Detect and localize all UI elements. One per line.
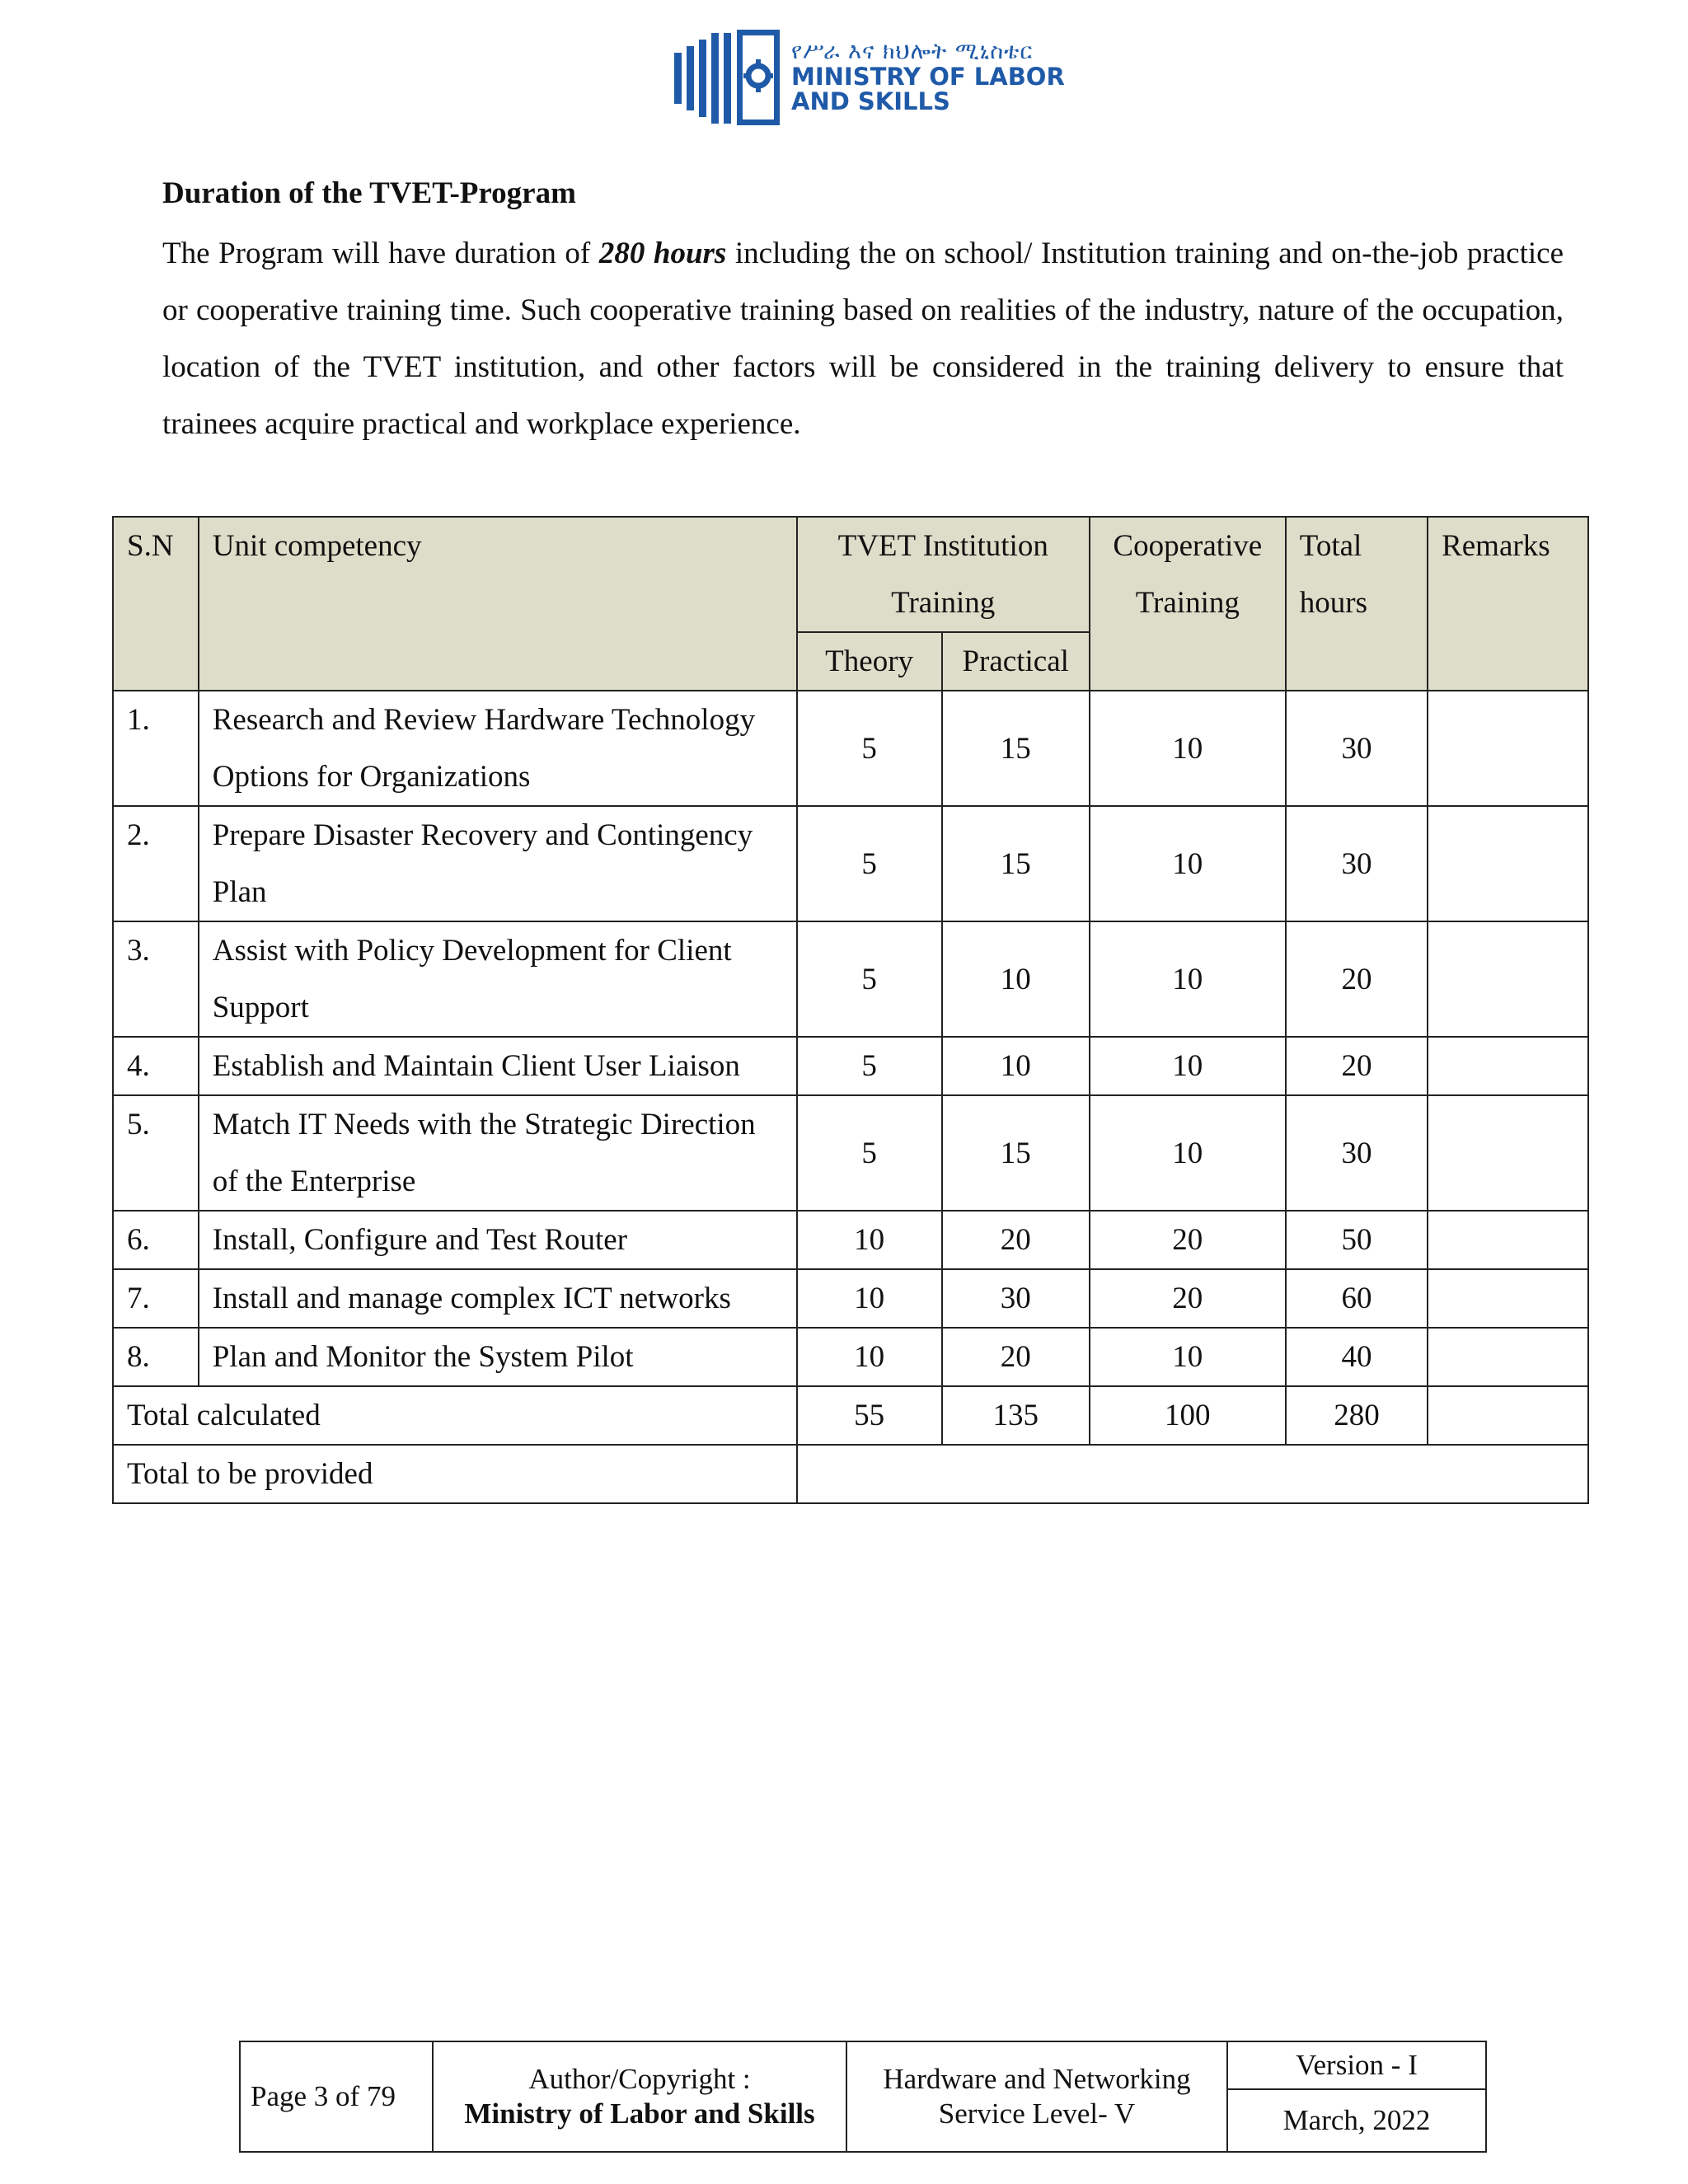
unit-name: Research and Review Hardware Technology Options for Organizations — [199, 691, 797, 806]
version-label: Version - I — [1227, 2041, 1486, 2089]
total-calculated-row: Total calculated 55 135 100 280 — [113, 1386, 1588, 1445]
version-date: March, 2022 — [1227, 2089, 1486, 2152]
author-copyright: Author/Copyright : Ministry of Labor and Skills — [433, 2041, 846, 2152]
header-unit-competency: Unit competency — [199, 517, 797, 691]
table-row: 5. Match IT Needs with the Strategic Direction of the Enterprise 5 15 10 30 — [113, 1095, 1588, 1211]
table-row: 7. Install and manage complex ICT networks 10 30 20 60 — [113, 1269, 1588, 1328]
hours-emphasis: 280 hours — [598, 237, 727, 270]
unit-name: Prepare Disaster Recovery and Contingency Plan — [199, 806, 797, 921]
header-cooperative-training: Cooperative Training — [1090, 517, 1286, 691]
header-theory: Theory — [797, 632, 942, 691]
header-sn: S.N — [113, 517, 199, 691]
unit-name: Plan and Monitor the System Pilot — [199, 1328, 797, 1386]
page-footer — [239, 2041, 1487, 2153]
header-total-hours: Total hours — [1286, 517, 1428, 691]
ministry-logo — [674, 28, 1065, 127]
table-row: 3. Assist with Policy Development for Client Support 5 10 10 20 — [113, 921, 1588, 1037]
table-row: 1. Research and Review Hardware Technology Options for Organizations 5 15 10 30 — [113, 691, 1588, 806]
unit-name: Match IT Needs with the Strategic Direction of the Enterprise — [199, 1095, 797, 1211]
table-row: 6. Install, Configure and Test Router 10 20 20 50 — [113, 1211, 1588, 1269]
table-row: 8. Plan and Monitor the System Pilot 10 20 10 40 — [113, 1328, 1588, 1386]
total-calculated-label: Total calculated — [113, 1386, 797, 1445]
ministry-emblem-icon — [674, 30, 780, 125]
page-number: Page 3 of 79 — [240, 2041, 433, 2152]
unit-name: Establish and Maintain Client User Liaison — [199, 1037, 797, 1095]
unit-name: Install and manage complex ICT networks — [199, 1269, 797, 1328]
competency-table — [112, 516, 1589, 1504]
intro-paragraph: The Program will have duration of 280 hours including the on school/ Institution training and on-the-job practice or cooperative training time. Such cooperative training based on realities of the industry, nature of the occupation, location of the TVET institution, and other factors will be considered in the training delivery to ensure that trainees acquire practical and workplace experience. — [162, 237, 1564, 441]
logo-line-1: MINISTRY OF LABOR — [791, 62, 1065, 91]
header-tvet-training: TVET Institution Training — [797, 517, 1090, 632]
section-heading: Duration of the TVET-Program — [162, 176, 576, 210]
course-title: Hardware and Networking Service Level- V — [846, 2041, 1227, 2152]
logo-line-2: AND SKILLS — [791, 87, 950, 116]
unit-name: Install, Configure and Test Router — [199, 1211, 797, 1269]
total-provided-row — [113, 1445, 1588, 1503]
intro-section — [162, 169, 1564, 452]
logo-amharic-text: የሥራ እና ክህሎት ሚኒስቴር — [791, 38, 1034, 64]
total-provided-label: Total to be provided — [113, 1445, 797, 1503]
header-practical: Practical — [942, 632, 1090, 691]
table-row: 2. Prepare Disaster Recovery and Contingency Plan 5 15 10 30 — [113, 806, 1588, 921]
total-provided-value — [797, 1445, 1588, 1503]
table-row: 4. Establish and Maintain Client User Liaison 5 10 10 20 — [113, 1037, 1588, 1095]
header-remarks: Remarks — [1428, 517, 1588, 691]
unit-name: Assist with Policy Development for Client Support — [199, 921, 797, 1037]
